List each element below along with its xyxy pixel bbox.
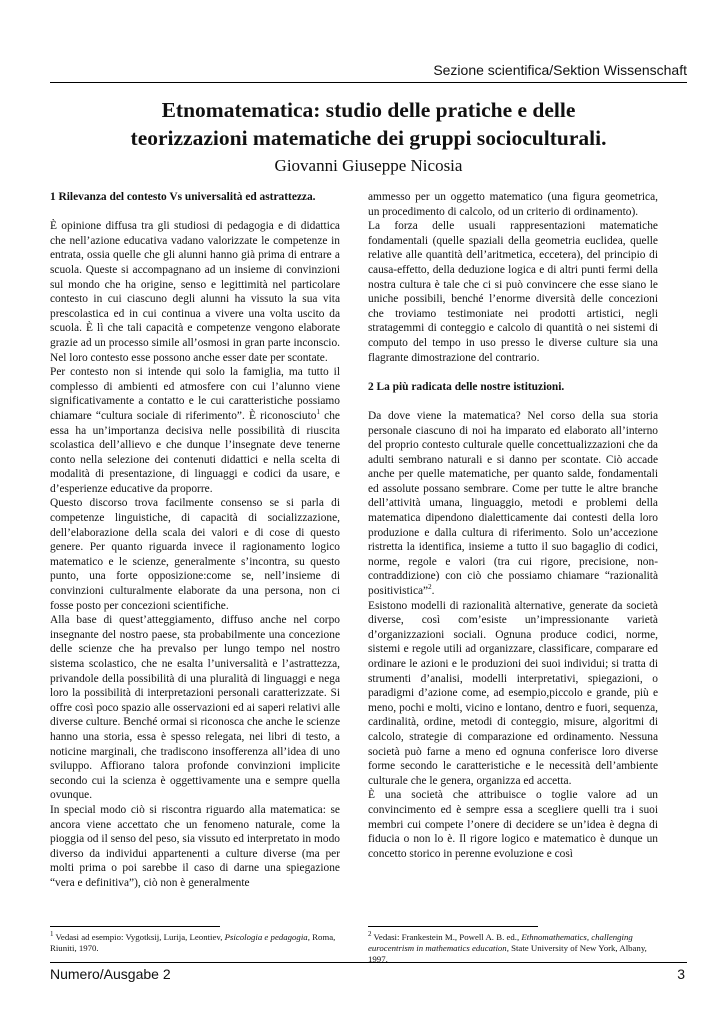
header-divider: [50, 82, 687, 83]
issue-label: Numero/Ausgabe 2: [50, 966, 171, 982]
page-number: 3: [677, 966, 685, 982]
paragraph: Da dove viene la matematica? Nel corso della sua storia personale ciascuno di noi ha imparato ed elaborato all’interno del proprio contesto culturale quelle concettualizzazioni che da adulti sembrano naturali e si danno per scontate. Ciò accade anche per quelle matematiche, per quanto salde, fondamentali ed assolute possano sembrare. Come per tutte le altre branche dell’attività umana, linguaggio, metodi e problemi della matematica dipendono dialetticamente dai contesti della loro produzione e dalla cultura di riferimento. Solo un’accezione ristretta la identifica, insieme a tutto il suo bagaglio di codici, norme, regole e valori (tra cui rigore, precisione, non-contraddizione) con ciò che possiamo chiamare “razionalità positivistica”$^2$.: [368, 409, 658, 598]
footer-divider: [50, 962, 687, 963]
article-title: [50, 96, 687, 152]
paragraph: Per contesto non si intende qui solo la famiglia, ma tutto il complesso di ambienti ed atmosfere con cui l’alunno viene significativamente a contatto e le cui caratteristiche possiamo chiamare “cultura sociale di riferimento”. È riconosciuto$^1$ che essa ha un’importanza decisiva nelle possibilità di riuscita scolastica dell’allievo e che dunque l’insegnate deve tenerne conto nella selezione dei contenuti didattici e nella scelta di modalità di presentazione, di linguaggi e codici da usare, e d’esperienze educative da proporre.: [50, 366, 340, 495]
paragraph: È una società che attribuisce o toglie valore ad un convincimento ed è sempre essa a scegliere quelli tra i suoi membri cui compete l’onere di decidere se un’idea è degna di fiducia o non lo è. Il rigore logico e matematico è dunque un concetto storico in perenne evoluzione e così: [368, 789, 658, 860]
section-2-heading: 2 La più radicata delle nostre istituzioni.: [368, 380, 565, 393]
left-column: [50, 190, 340, 891]
title-line-2: teorizzazioni matematiche dei gruppi socioculturali.: [130, 126, 607, 150]
right-column: [368, 190, 658, 861]
footnote-ref: 2: [428, 583, 432, 592]
paragraph: ammesso per un oggetto matematico (una figura geometrica, un procedimento di calcolo, od un criterio di ordinamento).: [368, 191, 658, 218]
paragraph: Esistono modelli di razionalità alternative, generate da società diverse, così com’esiste un’impressionante varietà d’organizzazioni sociali. Ognuna produce codici, norme, sistemi e regole utili ad organizzare, classificare, comparare ed ordinare le azioni e le produzioni dei suoi individui; si tratta di strumenti d’analisi, modelli interpretativi, spiegazioni, o paradigmi d’azione come, ad esempio,piccolo e grande, più e meno, pochi e molti, vicino e lontano, dentro e fuori, sequenza, cardinalità, ordine, metodi di conteggio, misure, algoritmi di calcolo, strategie di comparazione ed ordinamento. Nessuna società può farne a meno ed ognuna conferisce loro diverse forme secondo le caratteristiche e le necessità dell’ambiente culturale che le genera, organizza ed accetta.: [368, 599, 658, 787]
paragraph: Alla base di quest’atteggiamento, diffuso anche nel corpo insegnante del nostro paese, sta probabilmente una concezione delle scienze che ha prevalso per lungo tempo nel nostro sistema scolastico, che ne esalta l’universalità e l’astrattezza, privandole della possibilità di una pluralità di linguaggi e nega loro la possibilità di interpretazioni personali caratterizzate. Si offre così poco spazio alle osservazioni ed ai saperi relativi alle diverse culture. Benché ormai si riconosca che anche le scienze hanno una storia, essa è spesso relegata, nei libri di testo, a noticine marginali, che tradiscono insofferenza all’idea di uno sviluppo. Affiorano talora profonde convinzioni implicite secondo cui la scienza è oggettivamente una e sempre quella ovunque.: [50, 614, 340, 802]
paragraph: Questo discorso trova facilmente consenso se si parla di competenze linguistiche, di capacità di socializzazione, dell’elaborazione della scala dei valori e di cose di questo genere. Per quanto riguarda invece il ragionamento logico matematico e le scienze, generalmente s’incontra, su questo punto, una forte opposizione:come se, nell’insieme di convinzioni culturalmente elaborate da una persona, non ci fosse posto per concezioni scientifiche.: [50, 497, 340, 612]
author-name: Giovanni Giuseppe Nicosia: [274, 156, 463, 175]
paragraph: In special modo ciò si riscontra riguardo alla matematica: se ancora viene accettato che un fenomeno naturale, come la pioggia od il senso del peso, sia vissuto ed interpretato in modo diverso da individui appartenenti a culture diverse (ma per molti prima o poi sarebbe il caso di darne una spiegazione “vera e definitiva”), ciò non è generalmente: [50, 803, 340, 889]
footnote-divider: [50, 926, 220, 927]
footnote-2: $^2$ Vedasi: Frankestein M., Powell A. B. ed., Ethnomathematics, challenging eurocentrism in mathematics education, State University of New York, Albany, 1997.: [368, 930, 647, 964]
footnote-ref: 1: [316, 408, 320, 417]
section-1-heading: 1 Rilevanza del contesto Vs universalità ed astrattezza.: [50, 191, 316, 203]
paragraph: La forza delle usuali rappresentazioni matematiche fondamentali (quelle spaziali della geometria euclidea, quelle relative alle quantità dell’aritmetica, eccetera), del principio di causa-effetto, della deduzione logica e di altri punti fermi della nostra cultura è tale che ci si può convincere che esse siano le uniche possibili, benché l’enorme diversità delle concezioni che troviamo testimoniate nei prodotti artistici, negli stratagemmi di conteggio e calcolo di quantità o nei sistemi di computo del tempo in uso presso le diverse culture sia una flagrante dimostrazione del contrario.: [368, 220, 658, 364]
paragraph: È opinione diffusa tra gli studiosi di pedagogia e di didattica che nell’azione educativa vadano valorizzate le competenze in entrata, ossia quelle che gli alunni hanno già prima di entrare a scuola. Queste si accompagnano ad un insieme di convinzioni sul mondo che ha origine, senso e legittimità nel particolare contesto in cui ciascuno degli alunni ha vissuto la sua vita prescolastica ed in cui continua a vivere una volta uscito da scuola. È lì che tali capacità e competenze vengono elaborate grazie ad un processo simile all’osmosi in gran parte inconscio. Nel loro contesto esse possono anche esser date per scontate.: [50, 220, 340, 364]
footnote-1: $^1$ Vedasi ad esempio: Vygotksij, Lurija, Leontiev, Psicologia e pedagogia, Roma, Riuniti, 1970.: [50, 930, 336, 953]
footnote-divider: [368, 926, 538, 927]
running-header: Sezione scientifica/Sektion Wissenschaft: [433, 62, 687, 78]
title-line-1: Etnomatematica: studio delle pratiche e delle: [161, 98, 576, 122]
